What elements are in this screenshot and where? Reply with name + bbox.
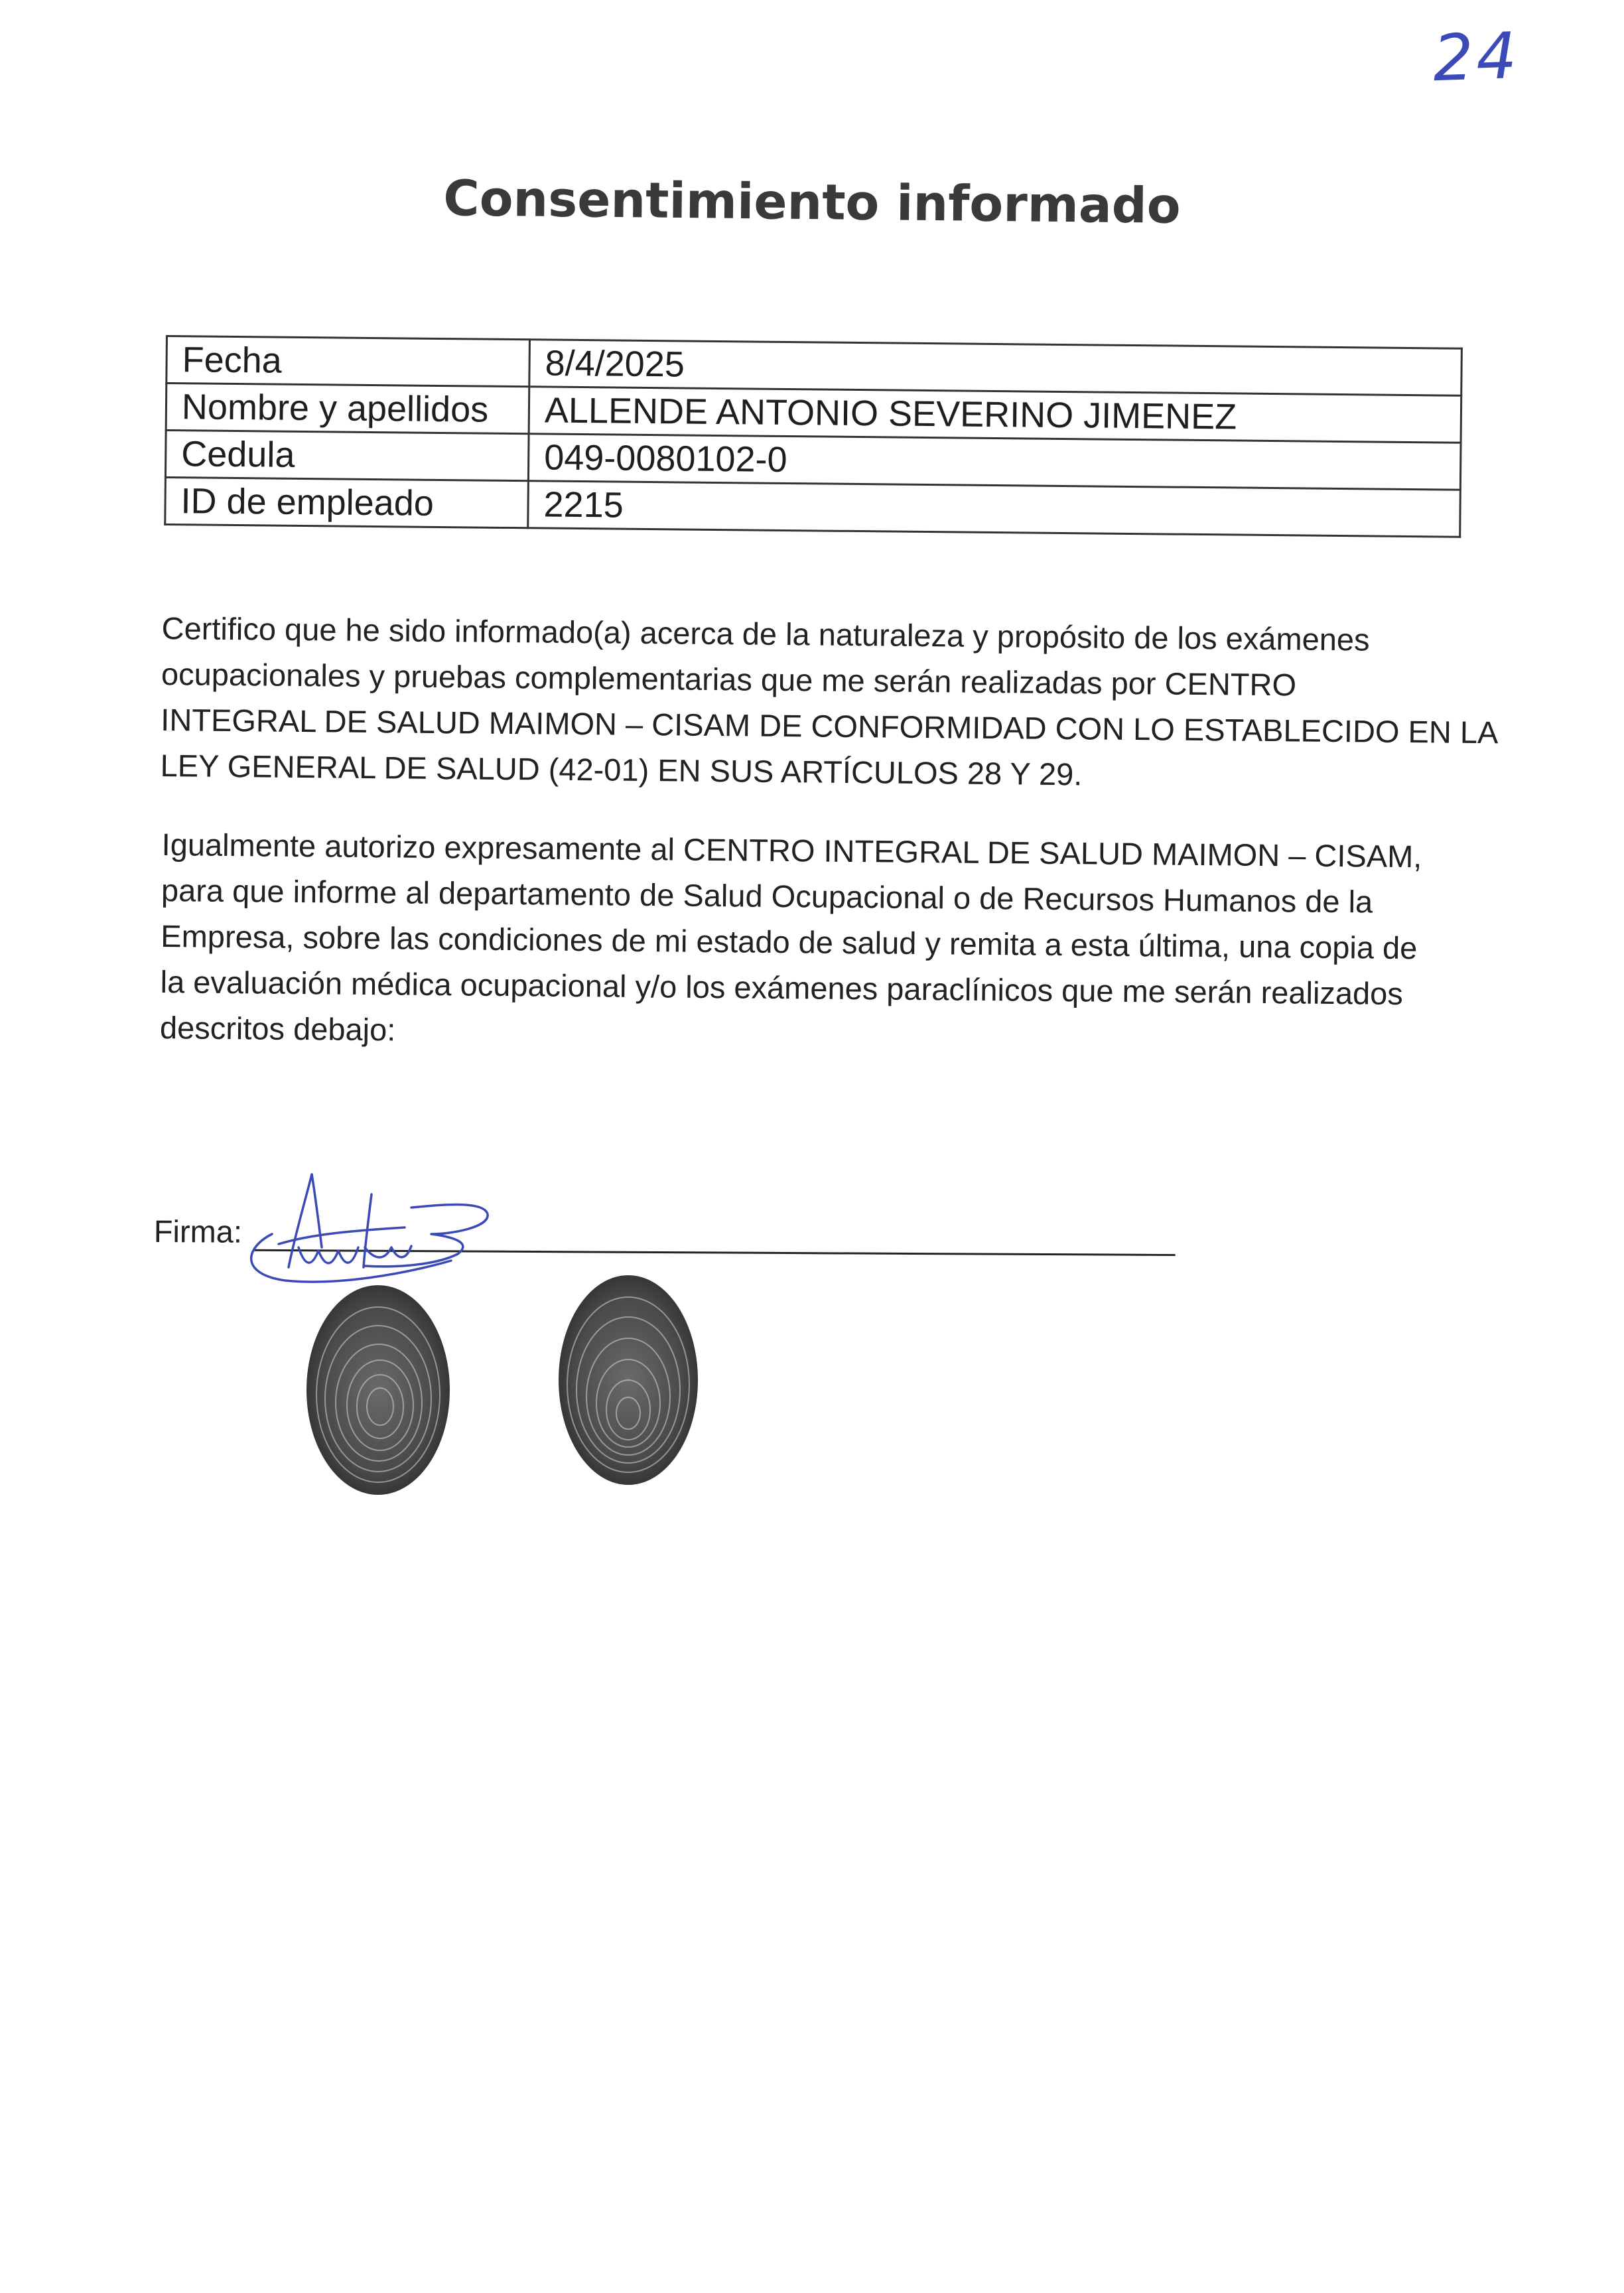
employee-id-label: ID de empleado — [165, 478, 529, 528]
right-thumbprint — [554, 1271, 703, 1490]
paragraph-line: descritos debajo: — [159, 1009, 396, 1048]
full-name-label: Nombre y apellidos — [166, 383, 529, 434]
paragraph-line: Igualmente autorizo expresamente al CENTRO INTEGRAL DE SALUD MAIMON – CISAM, — [161, 826, 1422, 874]
paragraph-line: INTEGRAL DE SALUD MAIMON – CISAM DE CONFORMIDAD CON LO ESTABLECIDO EN LA — [161, 701, 1499, 750]
id-card-value: 049-0080102-0 — [528, 434, 1461, 490]
date-label: Fecha — [167, 336, 530, 387]
handwritten-page-number: 24 — [1432, 18, 1521, 96]
signature-label: Firma: — [153, 1213, 243, 1249]
handwritten-signature — [232, 1168, 498, 1287]
date-value: 8/4/2025 — [529, 340, 1462, 395]
paragraph-line: ocupacionales y pruebas complementarias que me serán realizadas por CENTRO — [161, 656, 1297, 703]
employee-id-value: 2215 — [528, 481, 1461, 537]
paragraph-line: Empresa, sobre las condiciones de mi estado de salud y remita a esta última, una copia de — [161, 918, 1418, 966]
paragraph-line: LEY GENERAL DE SALUD (42-01) EN SUS ARTÍCULOS 28 Y 29. — [160, 747, 1083, 792]
authorization-paragraph — [160, 821, 1462, 1063]
paragraph-line: la evaluación médica ocupacional y/o los exámenes paraclínicos que me serán realizados — [160, 963, 1404, 1011]
left-thumbprint — [302, 1281, 454, 1499]
full-name-value: ALLENDE ANTONIO SEVERINO JIMENEZ — [529, 387, 1461, 443]
id-card-label: Cedula — [165, 431, 529, 481]
paragraph-line: para que informe al departamento de Salud Ocupacional o de Recursos Humanos de la — [161, 872, 1373, 920]
paragraph-line: Certifico que he sido informado(a) acerca de la naturaleza y propósito de los exámenes — [161, 610, 1370, 658]
employee-info-table — [164, 335, 1463, 538]
document-title: Consentimiento informado — [442, 170, 1182, 235]
certification-paragraph — [160, 605, 1499, 801]
